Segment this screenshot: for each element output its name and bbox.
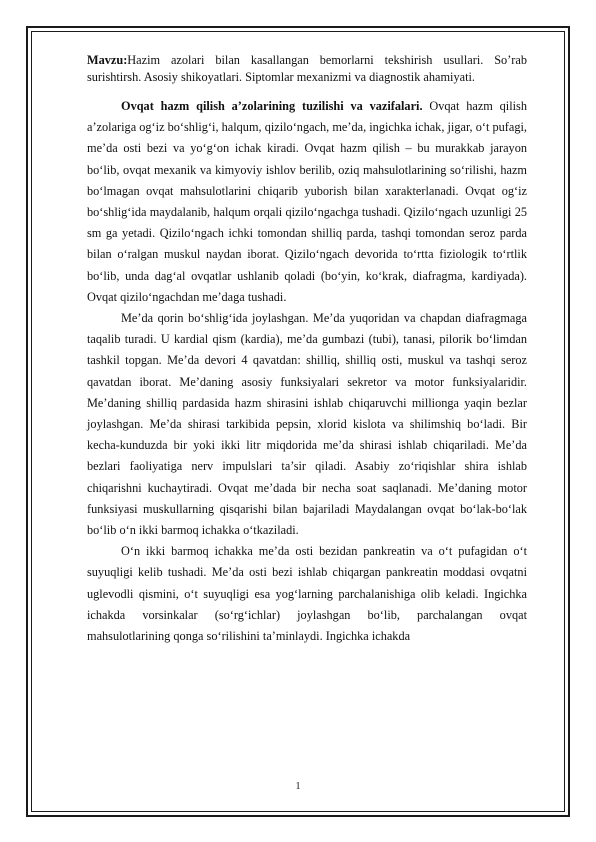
paragraph-duodenum: O‘n ikki barmoq ichakka me’da osti bezidan pankreatin va o‘t pufagidan o‘t suyuqligi kelib tushadi. Me’da osti bezi ishlab chiqargan pankreatin moddasi ovqatni uglevodli qismini, o‘t suyuqligi esa yog‘larning parchalanishiga olib keladi. Ingichka ichakda vorsinkalar (so‘rg‘ichlar) joylashgan bo‘lib, parchalangan ovqat mahsulotlarining qonga so‘rilishini ta’minlaydi. Ingichka ichakda — [87, 544, 527, 644]
topic-label: Mavzu: — [87, 53, 128, 67]
document-body — [87, 52, 527, 647]
topic-line — [87, 52, 527, 86]
page-number: 1 — [295, 781, 301, 792]
paragraph-digestive-organs — [87, 96, 527, 308]
paragraph-1-text: Ovqat hazm qilish a’zolariga og‘iz bo‘shlig‘i, halqum, qizilo‘ngach, me’da, ingichka ichak, jigar, o‘t pufagi, me’da osti bezi va yo‘g‘on ichak kiradi. Ovqat hazm qilish – bu murakkab jarayon bo‘lib, ovqat mexanik va kimyoviy ishlov berilib, oziq mahsulotlarining so‘rilishi, hazm bo‘lmagan ovqat mahsulotlarini chiqarib yuborish bilan xarakterlanadi. Ovqat og‘iz bo‘shlig‘ida maydalanib, halqum orqali qizilo‘ngachga tushadi. Qizilo‘ngach uzunligi 25 sm ga yetadi. Qizilo‘ngach ichki tomondan shilliq parda, tashqi tomondan seroz parda bilan o‘ralgan muskul naydan iborat. Qizilo‘ngach devorida to‘rtta fiziologik to‘rtlik bo‘lib, unda dag‘al ovqatlar ushlanib qoladi (bo‘yin, ko‘krak, diafragma, kardiyada). Ovqat qizilo‘ngachdan me’daga tushadi. — [87, 99, 527, 304]
paragraph-stomach: Me’da qorin bo‘shlig‘ida joylashgan. Me’da yuqoridan va chapdan diafragmaga taqalib turadi. U kardial qism (kardia), me’da gumbazi (tubi), tanasi, pilorik bo‘limdan tashkil topgan. Me’da devori 4 qavatdan: shilliq, shilliq osti, muskul va tashqi seroz qavatdan iborat. Me’daning asosiy funksiyalari sekretor va motor funksiyalaridir. Me’daning shilliq pardasida hazm shirasini ishlab chiqaruvchi millionga yaqin bezlar joylashgan. Me’da shirasi tarkibida pepsin, xlorid kislota va shilimshiq bo‘ladi. Bir kecha-kunduzda bir yoki ikki litr miqdorida me’da shirasi ishlab chiqariladi. Me’da bezlari faoliyatiga nerv impulslari ta’sir qiladi. Asabiy zo‘riqishlar shira ishlab chiqarishni kuchaytiradi. Ovqat me’dada bir necha soat saqlanadi. Me’daning motor funksiyasi muskullarning qisqarishi bilan bajariladi Maydalangan ovqat bo‘lak-bo‘lak bo‘lib o‘n ikki barmoq ichakka o‘tkaziladi. — [87, 311, 527, 538]
topic-text: Hazim azolari bilan kasallangan bemorlarni tekshirish usullari. So’rab surishtirsh. Asosiy shikoyatlari. Siptomlar mexanizmi va diagnostik ahamiyati. — [87, 53, 527, 84]
section-heading: Ovqat hazm qilish a’zolarining tuzilishi va vazifalari. — [121, 99, 423, 113]
